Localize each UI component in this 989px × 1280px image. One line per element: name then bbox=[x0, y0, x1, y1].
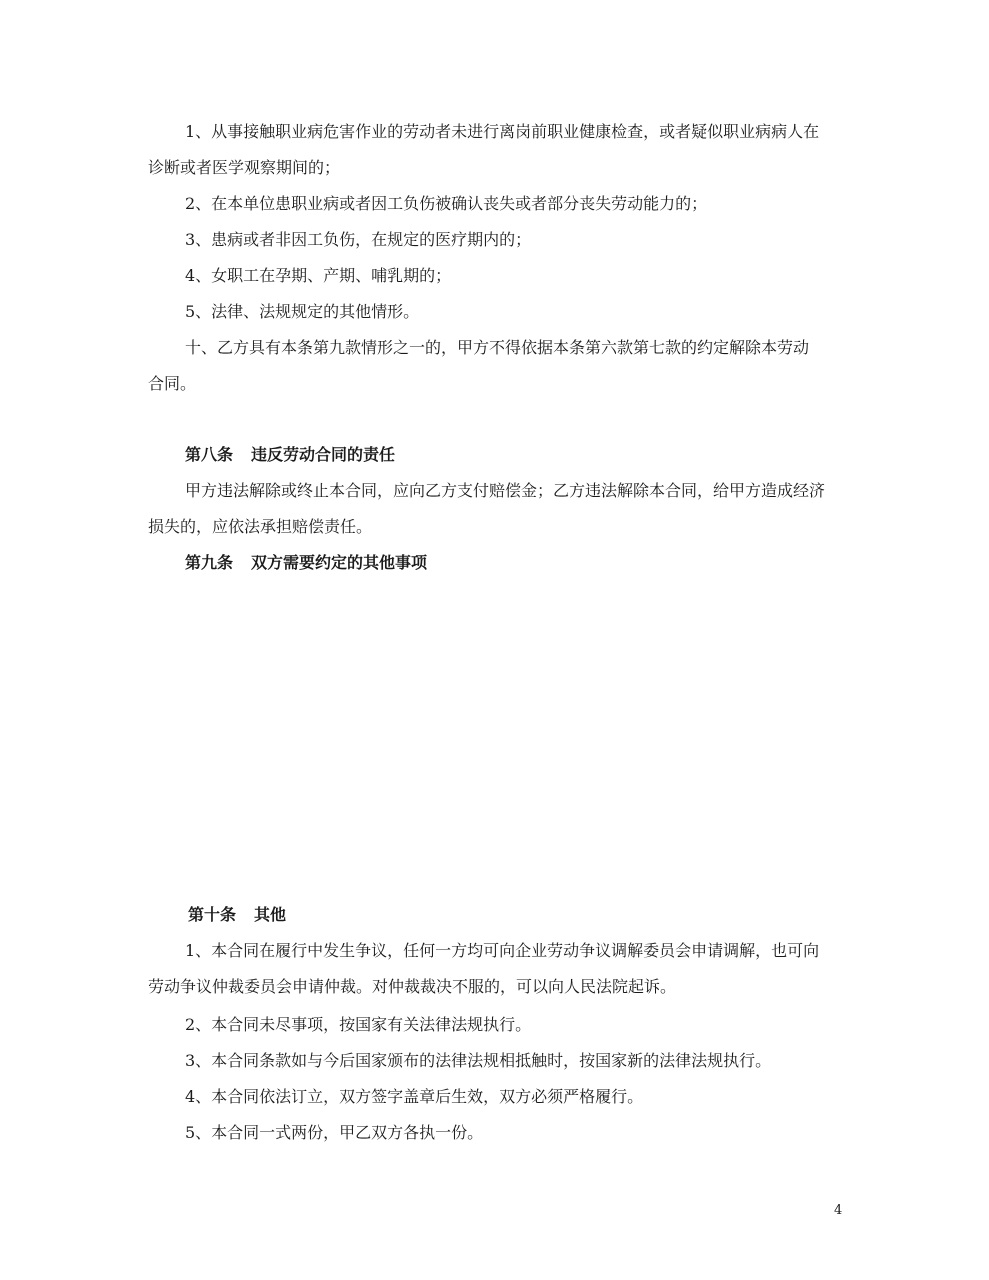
article-10-heading bbox=[188, 904, 286, 926]
article-9-heading bbox=[185, 552, 427, 574]
article-10-title: 其他 bbox=[254, 905, 287, 924]
article-10-item-3: 3、本合同条款如与今后国家颁布的法律法规相抵触时，按国家新的法律法规执行。 bbox=[185, 1051, 772, 1070]
clause-item-2: 2、在本单位患职业病或者因工负伤被确认丧失或者部分丧失劳动能力的； bbox=[185, 194, 708, 213]
article-9-title: 双方需要约定的其他事项 bbox=[251, 553, 428, 572]
page-number: 4 bbox=[834, 1203, 843, 1218]
clause-item-3: 3、患病或者非因工负伤，在规定的医疗期内的； bbox=[185, 230, 532, 249]
clause-item-4: 4、女职工在孕期、产期、哺乳期的； bbox=[185, 266, 452, 285]
clause-item-1-line-2: 诊断或者医学观察期间的； bbox=[148, 158, 341, 177]
article-8-title: 违反劳动合同的责任 bbox=[251, 445, 396, 464]
article-10-item-4: 4、本合同依法订立，双方签字盖章后生效，双方必须严格履行。 bbox=[185, 1087, 644, 1106]
article-8-heading bbox=[185, 444, 395, 466]
article-8-number: 第八条 bbox=[185, 445, 234, 464]
clause-10-line-1: 十、乙方具有本条第九款情形之一的，甲方不得依据本条第六款第七款的约定解除本劳动 bbox=[185, 338, 810, 357]
article-10-item-1-line-2: 劳动争议仲裁委员会申请仲裁。对仲裁裁决不服的，可以向人民法院起诉。 bbox=[148, 977, 677, 996]
article-8-body-line-1: 甲方违法解除或终止本合同，应向乙方支付赔偿金；乙方违法解除本合同，给甲方造成经济 bbox=[185, 481, 826, 500]
article-10-item-1-line-1: 1、本合同在履行中发生争议，任何一方均可向企业劳动争议调解委员会申请调解，也可向 bbox=[185, 941, 820, 960]
clause-item-1-line-1: 1、从事接触职业病危害作业的劳动者未进行离岗前职业健康检查，或者疑似职业病病人在 bbox=[185, 122, 820, 141]
article-10-number: 第十条 bbox=[188, 905, 237, 924]
article-10-item-5: 5、本合同一式两份，甲乙双方各执一份。 bbox=[185, 1123, 484, 1142]
article-10-item-2: 2、本合同未尽事项，按国家有关法律法规执行。 bbox=[185, 1015, 532, 1034]
clause-item-5: 5、法律、法规规定的其他情形。 bbox=[185, 302, 420, 321]
article-8-body-line-2: 损失的，应依法承担赔偿责任。 bbox=[148, 517, 373, 536]
clause-10-line-2: 合同。 bbox=[148, 374, 197, 393]
article-9-number: 第九条 bbox=[185, 553, 234, 572]
